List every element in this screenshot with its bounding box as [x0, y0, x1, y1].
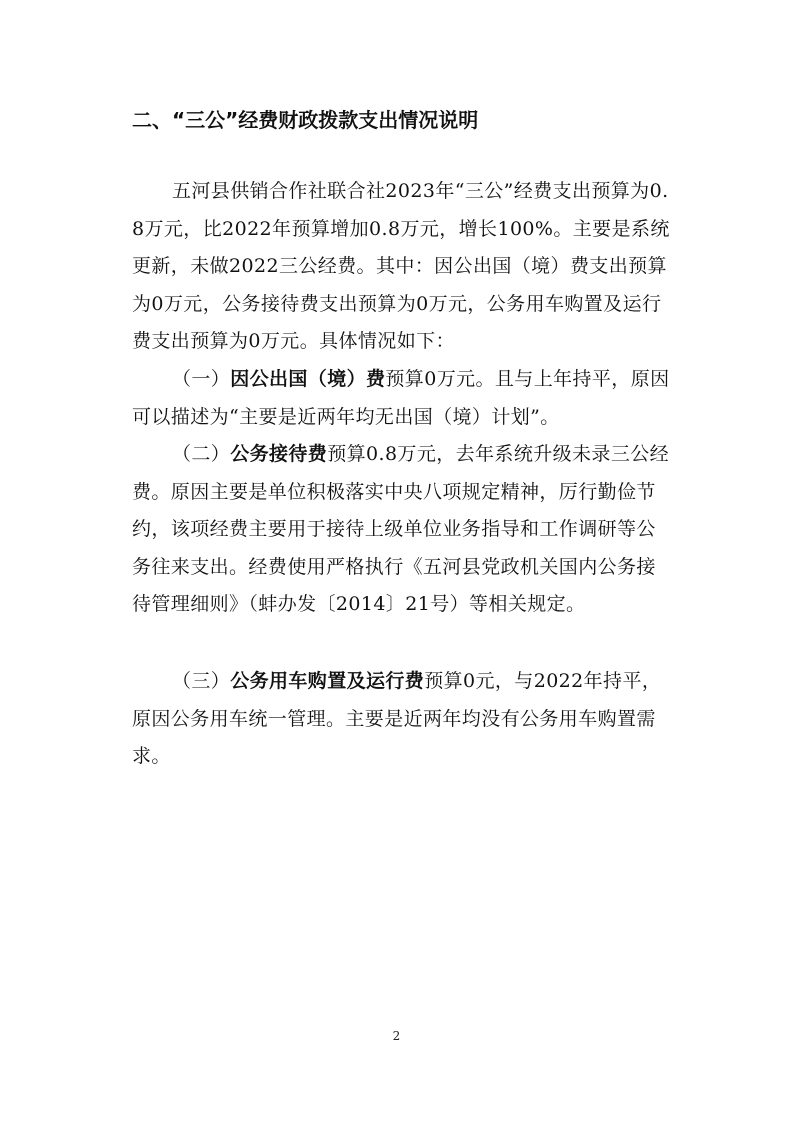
item-text: 预算0万元。且与上年持平，原因可以描述为“主要是近两年均无出国（境）计划”。 [132, 368, 670, 428]
intro-paragraph: 五河县供销合作社联合社2023年“三公”经费支出预算为0.8万元，比2022年预算增加0.8万元，增长100%。主要是系统更新，未做2022三公经费。其中：因公出国（境）费支出预算为0万元，公务接待费支出预算为0万元，公务用车购置及运行费支出预算为0万元。具体情况如下： [132, 180, 670, 352]
page-number: 2 [392, 1029, 401, 1043]
item-text: 预算0.8万元，去年系统升级未录三公经费。原因主要是单位积极落实中央八项规定精神，厉行勤俭节约，该项经费主要用于接待上级单位业务指导和工作调研等公务往来支出。经费使用严格执行《五河县党政机关国内公务接待管理细则》（蚌办发〔2014〕21号）等相关规定。 [132, 443, 670, 615]
item-marker: （三） [172, 670, 231, 692]
item-vehicles [132, 663, 672, 776]
item-title: 公务用车购置及运行费 [230, 670, 425, 692]
item-title: 公务接待费 [230, 443, 328, 465]
item-travel-abroad [132, 361, 672, 436]
item-title: 因公出国（境）费 [230, 368, 386, 390]
item-reception [132, 436, 672, 624]
item-marker: （一） [172, 368, 231, 390]
section-title: 二、“三公”经费财政拨款支出情况说明 [132, 108, 479, 132]
item-text: 预算0元，与2022年持平，原因公务用车统一管理。主要是近两年均没有公务用车购置需求。 [132, 670, 662, 767]
item-marker: （二） [172, 443, 231, 465]
